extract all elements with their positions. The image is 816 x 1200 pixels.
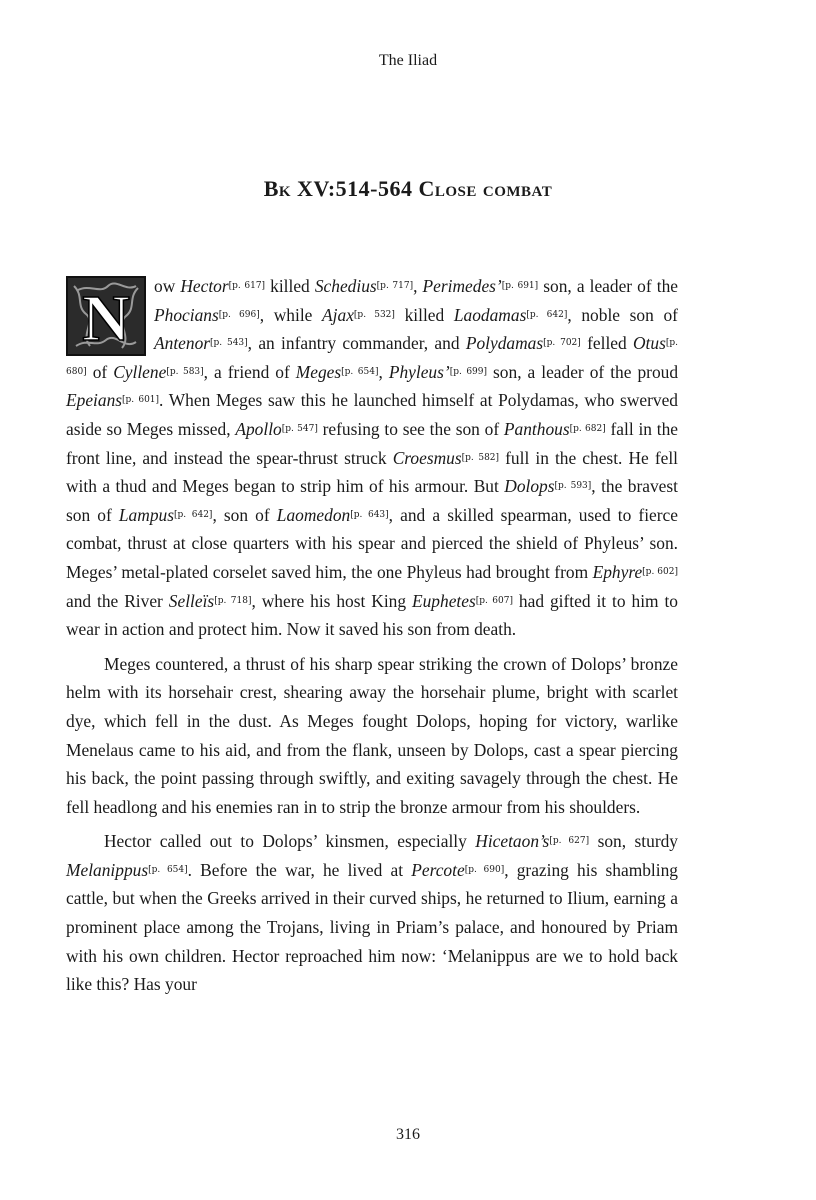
body-text [66,272,678,1005]
proper-name: Apollo [235,418,282,439]
text-run: , the bravest son of [66,476,678,525]
text-run: , [413,276,423,296]
page-reference: [p. 691] [501,281,539,291]
chapter-prefix: Bk XV:514-564 [263,176,413,201]
page-reference: [p. 699] [449,366,488,377]
proper-name: Ajax [322,304,354,325]
page-reference: [p. 607] [475,595,513,606]
text-run: , [378,361,389,382]
text-run: son, sturdy [589,831,678,852]
text-run: fall in the front line, and instead the spear-thrust struck [66,418,679,468]
text-run: , son of [212,504,277,525]
proper-name: Cyllene [113,361,167,382]
text-run: , where his host King [251,590,412,611]
text-run: , noble son of [567,304,678,325]
text-run: Hector called out to Dolops’ kinsmen, especially [104,831,476,852]
text-run: , and a skilled spearman, used to fierce combat, thrust at close quarters with his spear and pierced the shield of Phyleus’ son. Meges’ metal-plated corselet saved him, the one Phyleus had brought from [66,504,678,582]
dropcap-initial [66,276,146,356]
text-run: , while [259,304,323,325]
text-run: son, a leader of the [538,276,678,296]
proper-name: Dolops [504,476,555,497]
paragraph [66,827,678,999]
page-reference: [p. 682] [569,423,606,434]
text-run: , an infantry commander, and [247,333,466,354]
proper-name: Euphetes [411,590,476,611]
text-run: killed [265,276,315,296]
proper-name: Selleïs [168,590,215,611]
page-reference: [p. 718] [214,595,252,606]
text-run: , grazing his shambling cattle, but when the Greeks arrived in their curved ships, he returned to Ilium, earning a prominent place among the Trojans, living in Priam’s palace, and honoured by Priam with his own children. Hector reproached him now: ‘Melanippus are we to hold back like this? Has your [66,859,678,995]
page-reference: [p. 690] [464,864,505,875]
text-run: refusing to see the son of [317,418,504,439]
paragraph [66,650,678,822]
page-number: 316 [396,1126,420,1143]
text-run: killed [394,304,454,325]
page-reference: [p. 617] [228,281,266,291]
proper-name: Ephyre [592,561,643,582]
proper-name: Lampus [118,504,174,525]
page-reference: [p. 602] [642,566,678,577]
page-reference: [p. 717] [376,281,414,291]
text-run: had gifted it to him to wear in action and protect him. Now it saved his son from death. [66,590,678,640]
page-reference: [p. 583] [166,366,204,377]
page-reference: [p. 702] [543,338,581,349]
proper-name: Croesmus [392,447,462,468]
proper-name: Perimedes’ [422,276,502,296]
proper-name: Phocians [154,304,219,325]
running-head: The Iliad [378,52,438,69]
chapter-name: Close combat [418,176,553,201]
page-reference: [p. 654] [148,864,188,875]
page-reference: [p. 543] [210,338,248,349]
page-reference: [p. 601] [122,395,160,406]
proper-name: Hicetaon’s [475,831,550,852]
proper-name: Laodamas [453,304,527,325]
paragraph [66,272,678,644]
proper-name: Schedius [314,276,377,296]
proper-name: Meges [295,361,342,382]
text-run: , a friend of [203,361,296,382]
text-run: felled [580,333,633,354]
page-reference: [p. 696] [218,309,260,320]
proper-name: Polydamas [465,333,544,354]
text-run: son, a leader of the proud [487,361,679,382]
page-reference: [p. 642] [526,309,568,320]
page-reference: [p. 532] [353,309,395,320]
proper-name: Melanippus [66,859,149,880]
proper-name: Percote [411,859,465,880]
proper-name: Antenor [154,333,211,354]
dropcap-letter: N [82,282,130,355]
proper-name: Epeians [66,390,123,411]
proper-name: Panthous [503,418,570,439]
proper-name: Hector [180,276,229,296]
text-run: . Before the war, he lived at [187,859,412,880]
page-reference: [p. 547] [281,423,318,434]
proper-name: Otus [633,333,666,354]
page-reference: [p. 643] [350,509,389,520]
page-reference: [p. 582] [461,452,500,463]
proper-name: Phyleus’ [388,361,450,382]
text-run: full in the chest. He fell with a thud and Meges began to strip him of his armour. But [66,447,678,497]
proper-name: Laomedon [276,504,351,525]
page-reference: [p. 654] [341,366,379,377]
text-run: and the River [66,590,169,611]
chapter-title [0,176,816,202]
text-run: ow [154,276,181,296]
page-reference: [p. 642] [173,509,213,520]
text-run: Meges countered, a thrust of his sharp spear striking the crown of Dolops’ bronze helm with its horsehair crest, shearing away the horsehair plume, bright with scarlet dye, which fell in the dust. As Meges fought Dolops, hoping for victory, warlike Menelaus came to his aid, and from the flank, unseen by Dolops, cast a spear piercing his back, the point passing through swiftly, and exiting savagely through the chest. He fell headlong and his enemies ran in to strip the bronze armour from his shoulders. [66,653,678,817]
text-run: . When Meges saw this he launched himself at Polydamas, who swerved aside so Meges missed, [66,390,678,439]
page-reference: [p. 627] [549,836,590,847]
page-reference: [p. 680] [66,338,678,377]
text-run: of [86,361,114,382]
page-reference: [p. 593] [554,481,592,492]
